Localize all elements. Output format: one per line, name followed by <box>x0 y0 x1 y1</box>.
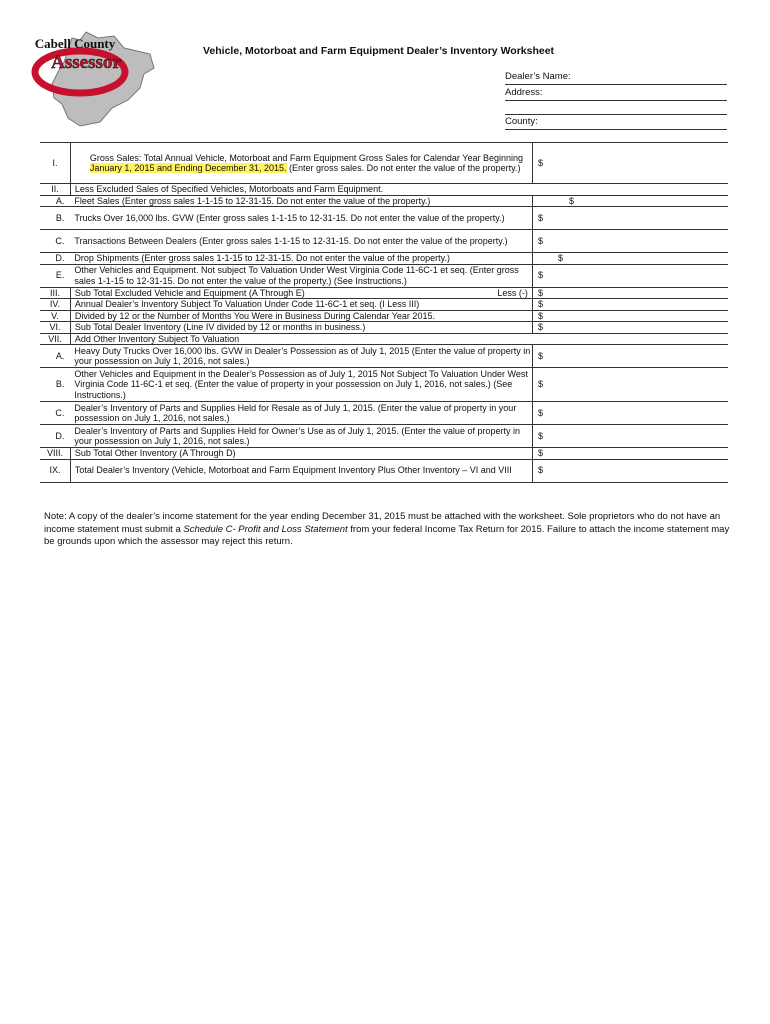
amount-field[interactable]: $ <box>532 253 728 265</box>
amount-field[interactable]: $ <box>532 459 728 482</box>
address-line-2-field[interactable] <box>505 100 727 115</box>
svg-text:Assessor: Assessor <box>51 52 121 73</box>
amount-field[interactable]: $ <box>532 299 728 311</box>
row-description: Gross Sales: Total Annual Vehicle, Motorboat and Farm Equipment Gross Sales for Calendar Year Beginning January 1, 2015 and Ending December 31, 2015. (Enter gross sales. Do not enter the value of the property.) <box>70 143 532 184</box>
amount-field[interactable]: $ <box>532 322 728 334</box>
row-letter: E. <box>40 264 70 287</box>
dealer-name-field[interactable] <box>505 70 727 85</box>
row-number: I. <box>40 143 70 184</box>
row-ix <box>40 459 728 482</box>
svg-text:Cabell County: Cabell County <box>34 36 116 51</box>
row-number: VI. <box>40 322 70 334</box>
county-field[interactable] <box>505 115 727 130</box>
row-description: Sub Total Other Inventory (A Through D) <box>70 448 532 460</box>
address-label: Address: <box>505 87 543 98</box>
income-statement-note: Note: A copy of the dealer’s income statement for the year ending December 31, 2015 must be attached with the worksheet. Sole proprietors who do not have an income statement must submit a Schedule C- Profit and Loss Statement from your federal Income Tax Return for 2015. Failure to attach the income statement may be grounds upon which the assessor may reject this return. <box>44 511 730 547</box>
inventory-worksheet-table <box>40 142 728 483</box>
row-description: Other Vehicles and Equipment. Not subject To Valuation Under West Virginia Code 11-6C-1 et seq. (Enter gross sales 1-1-15 to 12-31-15. Do not enter the value of the property.) (See Instructions.) <box>70 264 532 287</box>
row-ii <box>40 184 728 196</box>
row-description: Heavy Duty Trucks Over 16,000 lbs. GVW in Dealer’s Possession as of July 1, 2015 (Enter the value of property in your possession on July 1, 2016, not sales.) <box>70 345 532 368</box>
row-letter: A. <box>40 195 70 207</box>
row-description: Divided by 12 or the Number of Months You Were in Business During Calendar Year 2015. <box>70 310 532 322</box>
row-description: Drop Shipments (Enter gross sales 1-1-15 to 12-31-15. Do not enter the value of the property.) <box>70 253 532 265</box>
amount-field[interactable]: $ <box>532 230 728 253</box>
row-iv <box>40 299 728 311</box>
row-vii-d <box>40 425 728 448</box>
row-number: IV. <box>40 299 70 311</box>
row-description: Fleet Sales (Enter gross sales 1-1-15 to 12-31-15. Do not enter the value of the property.) <box>70 195 532 207</box>
row-letter: D. <box>40 253 70 265</box>
row-description: Less Excluded Sales of Specified Vehicles, Motorboats and Farm Equipment. <box>70 184 532 196</box>
address-field[interactable] <box>505 86 727 101</box>
row-letter: C. <box>40 230 70 253</box>
row-letter: D. <box>40 425 70 448</box>
row-letter: B. <box>40 368 70 402</box>
cabell-county-assessor-logo <box>28 28 163 128</box>
amount-field[interactable]: $ <box>532 264 728 287</box>
amount-field[interactable]: $ <box>532 368 728 402</box>
row-ii-e <box>40 264 728 287</box>
row-i <box>40 143 728 184</box>
row-number: VII. <box>40 333 70 345</box>
amount-field[interactable]: $ <box>532 402 728 425</box>
row-number: V. <box>40 310 70 322</box>
page-title: Vehicle, Motorboat and Farm Equipment Dealer’s Inventory Worksheet <box>203 45 555 57</box>
row-description: Dealer’s Inventory of Parts and Supplies Held for Owner’s Use as of July 1, 2015. (Enter the value of property in your possession on July 1, 2016, not sales.) <box>70 425 532 448</box>
row-description: Trucks Over 16,000 lbs. GVW (Enter gross sales 1-1-15 to 12-31-15. Do not enter the value of the property.) <box>70 207 532 230</box>
row-number: VIII. <box>40 448 70 460</box>
row-number: II. <box>40 184 70 196</box>
schedule-c-reference: Schedule C- Profit and Loss Statement <box>183 523 348 535</box>
row-description: Sub Total Dealer Inventory (Line IV divided by 12 or months in business.) <box>70 322 532 334</box>
row-viii <box>40 448 728 460</box>
county-label: County: <box>505 116 538 127</box>
highlighted-date-range: January 1, 2015 and Ending December 31, 2015. <box>89 163 287 173</box>
amount-field[interactable]: $ <box>532 448 728 460</box>
row-vii-b <box>40 368 728 402</box>
row-iii <box>40 287 728 299</box>
row-description: Add Other Inventory Subject To Valuation <box>70 333 532 345</box>
row-description: Dealer’s Inventory of Parts and Supplies Held for Resale as of July 1, 2015. (Enter the value of property in your possession on July 1, 2016, not sales.) <box>70 402 532 425</box>
row-description: Total Dealer’s Inventory (Vehicle, Motorboat and Farm Equipment Inventory Plus Other Inventory – VI and VIII <box>70 459 532 482</box>
row-description: Transactions Between Dealers (Enter gross sales 1-1-15 to 12-31-15. Do not enter the value of the property.) <box>70 230 532 253</box>
row-v <box>40 310 728 322</box>
dealer-name-label: Dealer’s Name: <box>505 71 571 82</box>
row-ii-d <box>40 253 728 265</box>
row-description: Annual Dealer’s Inventory Subject To Valuation Under Code 11-6C-1 et seq. (I Less III) <box>70 299 532 311</box>
amount-field[interactable]: $ <box>532 143 728 184</box>
amount-field[interactable]: $ <box>532 425 728 448</box>
amount-field[interactable]: $ <box>532 207 728 230</box>
amount-field[interactable]: $ <box>532 195 728 207</box>
row-vii <box>40 333 728 345</box>
row-description: Sub Total Excluded Vehicle and Equipment (A Through E) Less (-) <box>70 287 532 299</box>
row-description: Other Vehicles and Equipment in the Dealer’s Possession as of July 1, 2015 Not Subject To Valuation Under West Virginia Code 11-6C-1 et seq. (Enter the value of property in your possession on July 1, 2016, not sales.) (See Instructions.) <box>70 368 532 402</box>
row-ii-c <box>40 230 728 253</box>
row-ii-a <box>40 195 728 207</box>
row-number: III. <box>40 287 70 299</box>
amount-field[interactable]: $ <box>532 287 728 299</box>
amount-field[interactable]: $ <box>532 310 728 322</box>
row-letter: A. <box>40 345 70 368</box>
row-letter: B. <box>40 207 70 230</box>
row-vii-c <box>40 402 728 425</box>
less-label: Less (-) <box>497 287 528 298</box>
amount-field[interactable]: $ <box>532 345 728 368</box>
row-vii-a <box>40 345 728 368</box>
row-number: IX. <box>40 459 70 482</box>
row-ii-b <box>40 207 728 230</box>
row-letter: C. <box>40 402 70 425</box>
row-vi <box>40 322 728 334</box>
